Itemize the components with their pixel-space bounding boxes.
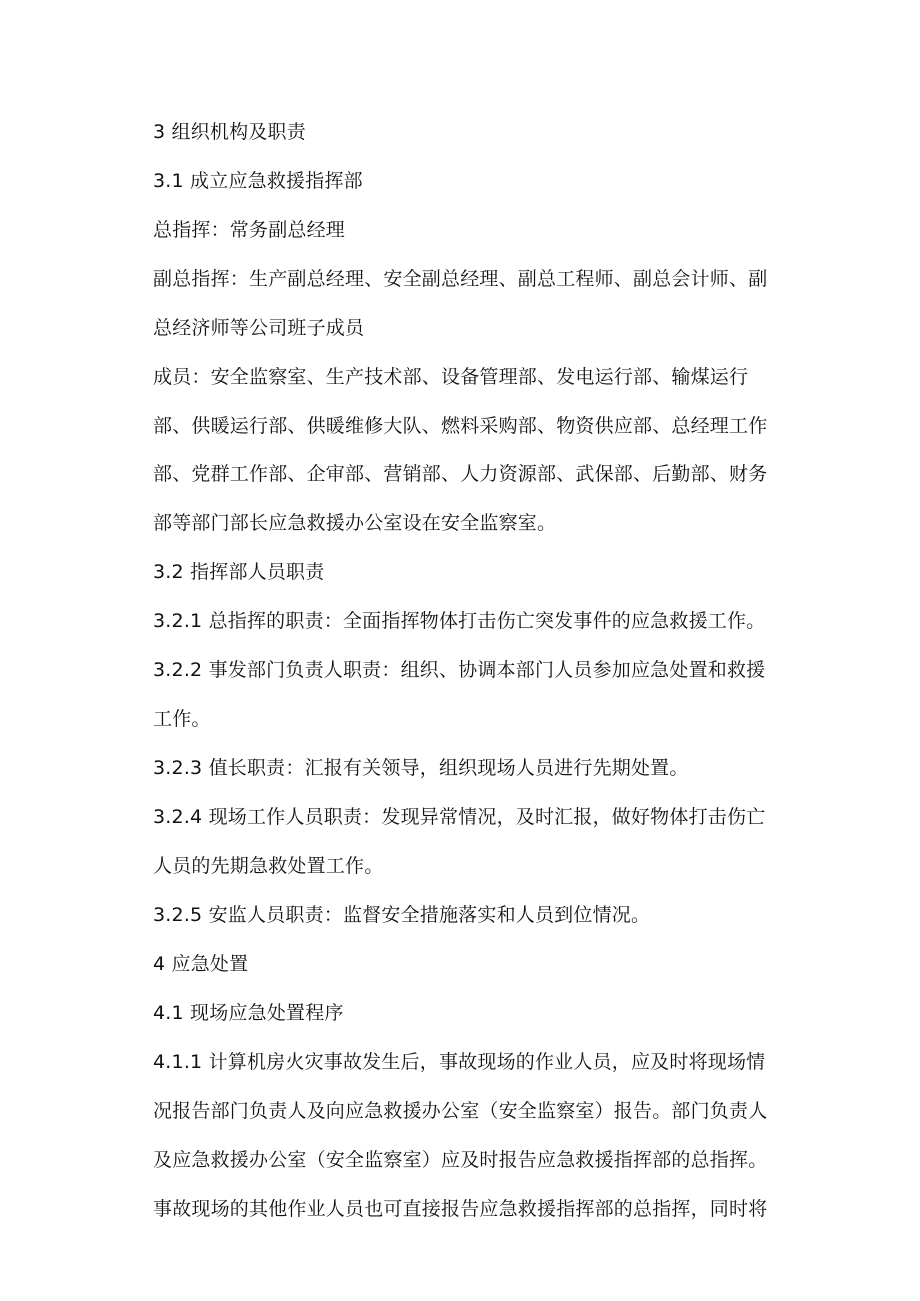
paragraph-line: 3.2.5 安监人员职责：监督安全措施落实和人员到位情况。 (153, 904, 651, 926)
heading-section-3-1: 3.1 成立应急救援指挥部 (153, 170, 363, 192)
paragraph-line: 副总指挥：生产副总经理、安全副总经理、副总工程师、副总会计师、副 (153, 268, 768, 290)
paragraph-line: 部、党群工作部、企审部、营销部、人力资源部、武保部、后勤部、财务 (153, 463, 768, 485)
heading-section-3-2: 3.2 指挥部人员职责 (153, 561, 325, 583)
heading-section-3: 3 组织机构及职责 (153, 121, 306, 143)
paragraph-line: 3.2.2 事发部门负责人职责：组织、协调本部门人员参加应急处置和救援 (153, 659, 766, 681)
heading-section-4-1: 4.1 现场应急处置程序 (153, 1002, 344, 1024)
paragraph-line: 事故现场的其他作业人员也可直接报告应急救援指挥部的总指挥，同时将 (153, 1198, 768, 1220)
paragraph-line: 人员的先期急救处置工作。 (153, 855, 384, 877)
paragraph-line: 总指挥：常务副总经理 (153, 219, 346, 241)
paragraph-line: 部等部门部长应急救援办公室设在安全监察室。 (153, 512, 557, 534)
paragraph-line: 3.2.4 现场工作人员职责：发现异常情况，及时汇报，做好物体打击伤亡 (153, 806, 766, 828)
paragraph-line: 3.2.1 总指挥的职责：全面指挥物体打击伤亡突发事件的应急救援工作。 (153, 610, 766, 632)
paragraph-line: 3.2.3 值长职责：汇报有关领导，组织现场人员进行先期处置。 (153, 757, 689, 779)
heading-section-4: 4 应急处置 (153, 953, 249, 975)
paragraph-line: 及应急救援办公室（安全监察室）应及时报告应急救援指挥部的总指挥。 (153, 1149, 768, 1171)
paragraph-line: 况报告部门负责人及向应急救援办公室（安全监察室）报告。部门负责人 (153, 1100, 768, 1122)
paragraph-line: 成员：安全监察室、生产技术部、设备管理部、发电运行部、输煤运行 (153, 366, 749, 388)
paragraph-line: 4.1.1 计算机房火灾事故发生后，事故现场的作业人员，应及时将现场情 (153, 1051, 766, 1073)
paragraph-line: 总经济师等公司班子成员 (153, 317, 365, 339)
paragraph-line: 工作。 (153, 708, 211, 730)
paragraph-line: 部、供暖运行部、供暖维修大队、燃料采购部、物资供应部、总经理工作 (153, 415, 768, 437)
